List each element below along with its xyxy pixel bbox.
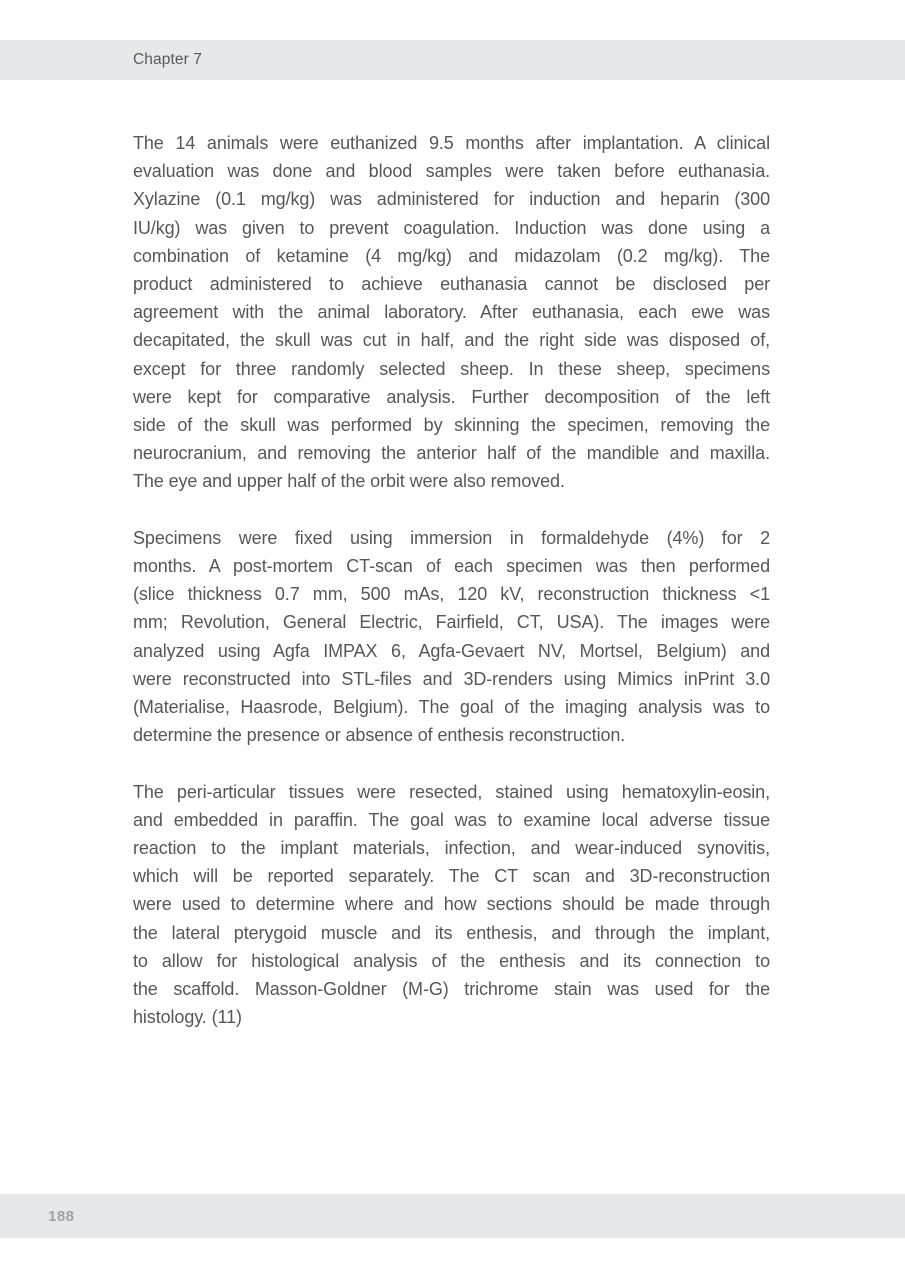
page-body — [133, 129, 770, 1060]
text-line: the scaffold. Masson-Goldner (M-G) trichrome stain was used for the — [133, 979, 770, 1000]
text-line: Specimens were fixed using immersion in formaldehyde (4%) for 2 — [133, 527, 770, 548]
paragraph — [133, 778, 770, 1032]
text-line: agreement with the animal laboratory. After euthanasia, each ewe was — [133, 302, 770, 323]
text-line: The eye and upper half of the orbit were also removed. — [133, 471, 565, 492]
chapter-label: Chapter 7 — [133, 51, 202, 68]
text-line: were used to determine where and how sections should be made through — [133, 894, 770, 915]
text-line: combination of ketamine (4 mg/kg) and midazolam (0.2 mg/kg). The — [133, 245, 770, 266]
text-line: reaction to the implant materials, infection, and wear-induced synovitis, — [133, 838, 770, 859]
text-line: and embedded in paraffin. The goal was to examine local adverse tissue — [133, 809, 770, 830]
text-line: months. A post-mortem CT-scan of each specimen was then performed — [133, 556, 770, 577]
page-number: 188 — [48, 1207, 75, 1225]
text-line: histology. (11) — [133, 1007, 242, 1028]
text-line: neurocranium, and removing the anterior half of the mandible and maxilla. — [133, 443, 770, 464]
text-line: Xylazine (0.1 mg/kg) was administered for induction and heparin (300 — [133, 189, 770, 210]
text-line: product administered to achieve euthanasia cannot be disclosed per — [133, 274, 770, 295]
text-line: analyzed using Agfa IMPAX 6, Agfa-Gevaert NV, Mortsel, Belgium) and — [133, 640, 770, 661]
text-line: side of the skull was performed by skinning the specimen, removing the — [133, 415, 770, 436]
chapter-header-band — [0, 40, 905, 80]
text-line: mm; Revolution, General Electric, Fairfield, CT, USA). The images were — [133, 612, 770, 633]
text-line: which will be reported separately. The CT scan and 3D-reconstruction — [133, 866, 770, 887]
text-line: (slice thickness 0.7 mm, 500 mAs, 120 kV, reconstruction thickness <1 — [133, 584, 770, 605]
text-line: were kept for comparative analysis. Further decomposition of the left — [133, 386, 770, 407]
page-footer-band — [0, 1194, 905, 1238]
text-line: to allow for histological analysis of the enthesis and its connection to — [133, 950, 770, 971]
text-line: IU/kg) was given to prevent coagulation. Induction was done using a — [133, 217, 770, 238]
text-line: evaluation was done and blood samples were taken before euthanasia. — [133, 161, 770, 182]
text-line: The peri-articular tissues were resected, stained using hematoxylin-eosin, — [133, 781, 770, 802]
paragraph — [133, 129, 770, 496]
text-line: were reconstructed into STL-files and 3D-renders using Mimics inPrint 3.0 — [133, 668, 770, 689]
text-line: The 14 animals were euthanized 9.5 months after implantation. A clinical — [133, 133, 770, 153]
text-line: determine the presence or absence of enthesis reconstruction. — [133, 725, 626, 746]
text-line: (Materialise, Haasrode, Belgium). The goal of the imaging analysis was to — [133, 697, 770, 718]
paragraph — [133, 524, 770, 750]
text-line: except for three randomly selected sheep. In these sheep, specimens — [133, 358, 770, 379]
text-line: decapitated, the skull was cut in half, and the right side was disposed of, — [133, 330, 770, 351]
text-line: the lateral pterygoid muscle and its enthesis, and through the implant, — [133, 922, 770, 943]
